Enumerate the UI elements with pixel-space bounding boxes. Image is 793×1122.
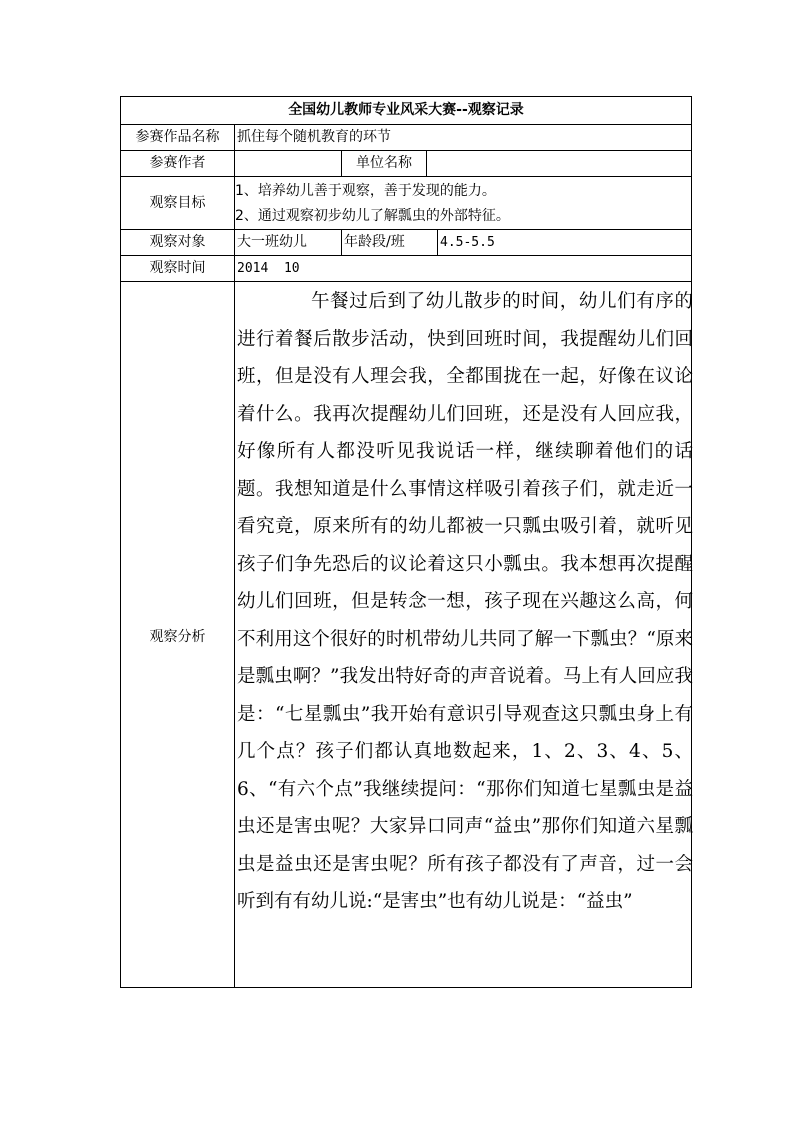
table-title: 全国幼儿教师专业风采大赛--观察记录 bbox=[288, 102, 524, 118]
unit-label: 单位名称 bbox=[356, 155, 412, 171]
row-divider bbox=[120, 124, 692, 125]
goal-line-2: 2、通过观察初步幼儿了解瓢虫的外部特征。 bbox=[235, 208, 510, 224]
goal-line-1: 1、培养幼儿善于观察，善于发现的能力。 bbox=[235, 183, 496, 199]
row-divider bbox=[120, 281, 692, 282]
analysis-label: 观察分析 bbox=[149, 629, 206, 645]
unit-label-divider-right bbox=[426, 150, 427, 176]
author-label: 参赛作者 bbox=[149, 155, 206, 171]
row-divider bbox=[120, 150, 692, 151]
label-column-divider bbox=[234, 124, 235, 988]
analysis-text: 午餐过后到了幼儿散步的时间，幼儿们有序的进行着餐后散步活动，快到回班时间，我提醒幼儿们回班，但是没有人理会我，全都围拢在一起，好像在议论着什么。我再次提醒幼儿们回班，还是没有人回应我，好像所有人都没听见我说话一样，继续聊着他们的话题。我想知道是什么事情这样吸引着孩子们，就走近一看究竟，原来所有的幼儿都被一只瓢虫吸引着，就听见孩子们争先恐后的议论着这只小瓢虫。我本想再次提醒幼儿们回班，但是转念一想，孩子现在兴趣这么高，何不利用这个很好的时机带幼儿共同了解一下瓢虫？“原来是瓢虫啊？”我发出特好奇的声音说着。马上有人回应我是：“七星瓢虫”我开始有意识引导观查这只瓢虫身上有几个点？孩子们都认真地数起来，1、2、3、4、5、6、“有六个点”我继续提问：“那你们知道七星瓢虫是益虫还是害虫呢？大家异口同声“益虫”那你们知道六星瓢虫是益虫还是害虫呢？所有孩子都没有了声音，过一会听到有有幼儿说:“是害虫”也有幼儿说是：“益虫” bbox=[237, 291, 693, 912]
table-border-left bbox=[120, 96, 121, 988]
work-name-label: 参赛作品名称 bbox=[135, 129, 220, 145]
age-label: 年龄段/班 bbox=[344, 234, 405, 250]
goal-label: 观察目标 bbox=[149, 195, 206, 211]
target-label: 观察对象 bbox=[149, 234, 206, 250]
age-value: 4.5-5.5 bbox=[440, 235, 495, 250]
work-name-value: 抓住每个随机教育的环节 bbox=[237, 129, 391, 145]
row-divider bbox=[120, 255, 692, 256]
age-label-divider-right bbox=[437, 229, 438, 255]
row-divider bbox=[120, 176, 692, 177]
target-value: 大一班幼儿 bbox=[237, 234, 307, 250]
time-label: 观察时间 bbox=[149, 260, 206, 276]
time-value: 2014 10 bbox=[237, 261, 300, 276]
table-border-bottom bbox=[120, 987, 692, 988]
table-border-top bbox=[120, 96, 692, 97]
row-divider bbox=[120, 229, 692, 230]
age-label-divider-left bbox=[341, 229, 342, 255]
